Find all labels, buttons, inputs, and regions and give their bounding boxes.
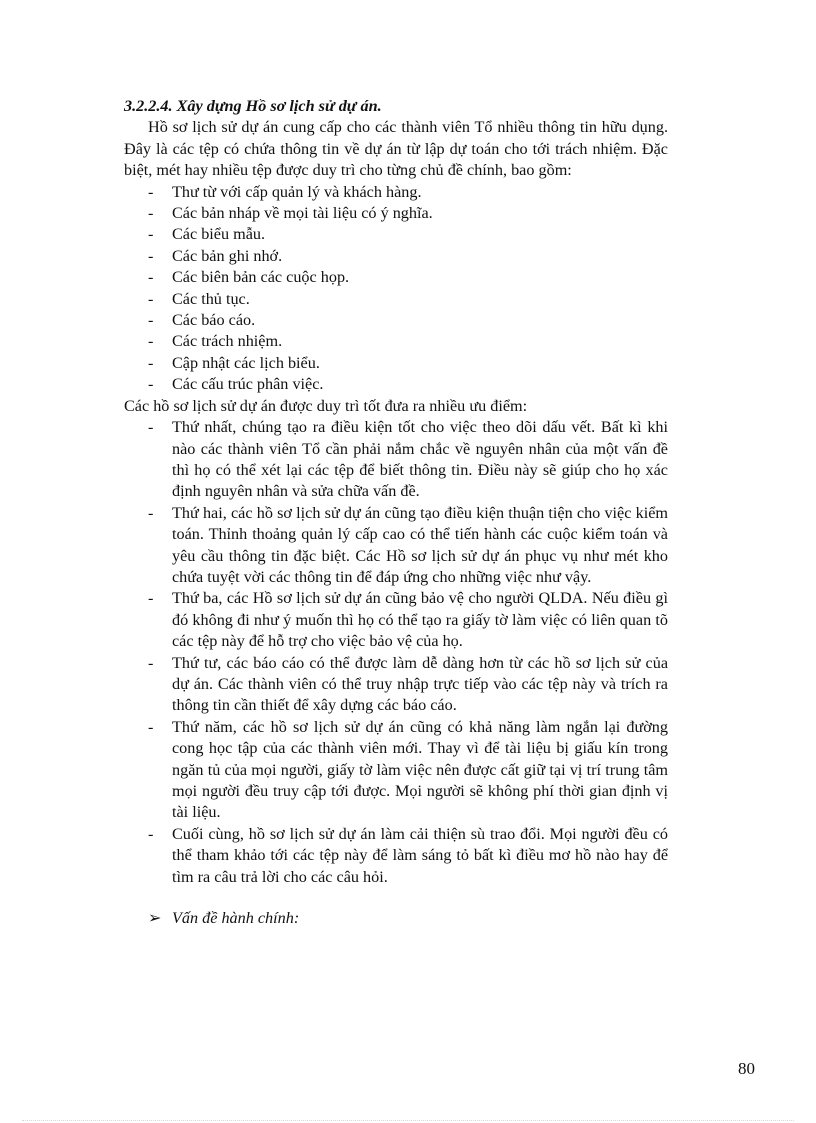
list-item: - Các cấu trúc phân việc. xyxy=(124,374,668,395)
list-item: - Thứ nhất, chúng tạo ra điều kiện tốt cho việc theo dõi dấu vết. Bất kì khi nào các thành viên Tổ cần phải nắm chắc về nguyên nhân của một vấn đề thì họ có thể xét lại các tệp để biết thông tin. Điều này sẽ giúp cho họ xác định nguyên nhân và sửa chữa vấn đề. xyxy=(148,418,668,501)
list-item: - Các bản ghi nhớ. xyxy=(124,246,668,267)
advantages-list xyxy=(124,417,668,888)
list-item: - Thư từ với cấp quản lý và khách hàng. xyxy=(124,182,668,203)
subheading xyxy=(124,908,668,929)
section-heading: 3.2.2.4. Xây dựng Hồ sơ lịch sử dự án. xyxy=(124,97,382,115)
arrow-bullet-icon: ➢ xyxy=(148,909,162,928)
list-item: - Thứ năm, các hồ sơ lịch sử dự án cũng có khả năng làm ngắn lại đường cong học tập của các thành viên mới. Thay vì để tài liệu bị giấu kín trong ngăn tủ của mọi người, giấy tờ làm việc nên được cất giữ tại vị trí trung tâm mọi người đều truy cập tới được. Mọi người sẽ không phí thời gian định vị tài liệu. xyxy=(148,717,668,822)
transition-paragraph: Các hồ sơ lịch sử dự án được duy trì tốt đưa ra nhiều ưu điểm: xyxy=(124,396,528,415)
dash-bullet: - xyxy=(148,375,154,394)
list-item: - Các thủ tục. xyxy=(124,289,668,310)
list-item: - Các trách nhiệm. xyxy=(124,331,668,352)
dash-bullet: - xyxy=(148,311,154,330)
dash-bullet: - xyxy=(148,418,154,437)
list-item: - Các bản nháp về mọi tài liệu có ý nghĩa. xyxy=(124,203,668,224)
subheading-text: Vấn đề hành chính: xyxy=(172,909,300,928)
dash-bullet: - xyxy=(148,204,154,223)
intro-paragraph: Hồ sơ lịch sử dự án cung cấp cho các thành viên Tổ nhiều thông tin hữu dụng. Đây là các tệp có chứa thông tin về dự án từ lập dự toán cho tới trách nhiệm. Đặc biệt, mét hay nhiều tệp được duy trì cho từng chủ đề chính, bao gồm: xyxy=(124,118,668,180)
document-page xyxy=(124,96,668,929)
list-item: - Các biên bản các cuộc họp. xyxy=(124,267,668,288)
dash-bullet: - xyxy=(148,503,154,522)
dash-bullet: - xyxy=(148,225,154,244)
dash-bullet: - xyxy=(148,824,154,843)
list-item: - Thứ ba, các Hồ sơ lịch sử dự án cũng bảo vệ cho người QLDA. Nếu điều gì đó không đi như ý muốn thì họ có thể tạo ra giấy tờ làm việc có liên quan tõ các tệp này để hỗ trợ cho việc bảo vệ của họ. xyxy=(148,589,668,651)
list-item: - Các báo cáo. xyxy=(124,310,668,331)
dash-bullet: - xyxy=(148,717,154,736)
topic-list xyxy=(124,182,668,396)
dash-bullet: - xyxy=(148,246,154,265)
list-item: - Thứ hai, các hồ sơ lịch sử dự án cũng tạo điều kiện thuận tiện cho việc kiểm toán. Thỉnh thoảng quản lý cấp cao có thể tiến hành các cuộc kiểm toán và yêu cầu thông tin đặc biệt. Các Hồ sơ lịch sử dự án phục vụ như mét kho chứa tuyệt vời các thông tin để đáp ứng cho những việc như vậy. xyxy=(148,503,668,586)
list-item: - Các biểu mẫu. xyxy=(124,224,668,245)
dash-bullet: - xyxy=(148,289,154,308)
dash-bullet: - xyxy=(148,268,154,287)
list-item: - Thứ tư, các báo cáo có thể được làm dễ dàng hơn từ các hồ sơ lịch sử của dự án. Các thành viên có thể truy nhập trực tiếp vào các tệp này và trích ra thông tin cần thiết để xây dựng các báo cáo. xyxy=(148,653,668,715)
dash-bullet: - xyxy=(148,589,154,608)
page-number: 80 xyxy=(738,1059,755,1078)
footer-divider xyxy=(22,1120,794,1121)
dash-bullet: - xyxy=(148,653,154,672)
list-item: - Cuối cùng, hồ sơ lịch sử dự án làm cải thiện sù trao đổi. Mọi người đều có thể tham khảo tới các tệp này để làm sáng tỏ bất kì điều mơ hồ nào hay để tìm ra câu trả lời cho các câu hỏi. xyxy=(148,824,668,886)
dash-bullet: - xyxy=(148,353,154,372)
dash-bullet: - xyxy=(148,332,154,351)
list-item: - Cập nhật các lịch biểu. xyxy=(124,353,668,374)
dash-bullet: - xyxy=(148,182,154,201)
